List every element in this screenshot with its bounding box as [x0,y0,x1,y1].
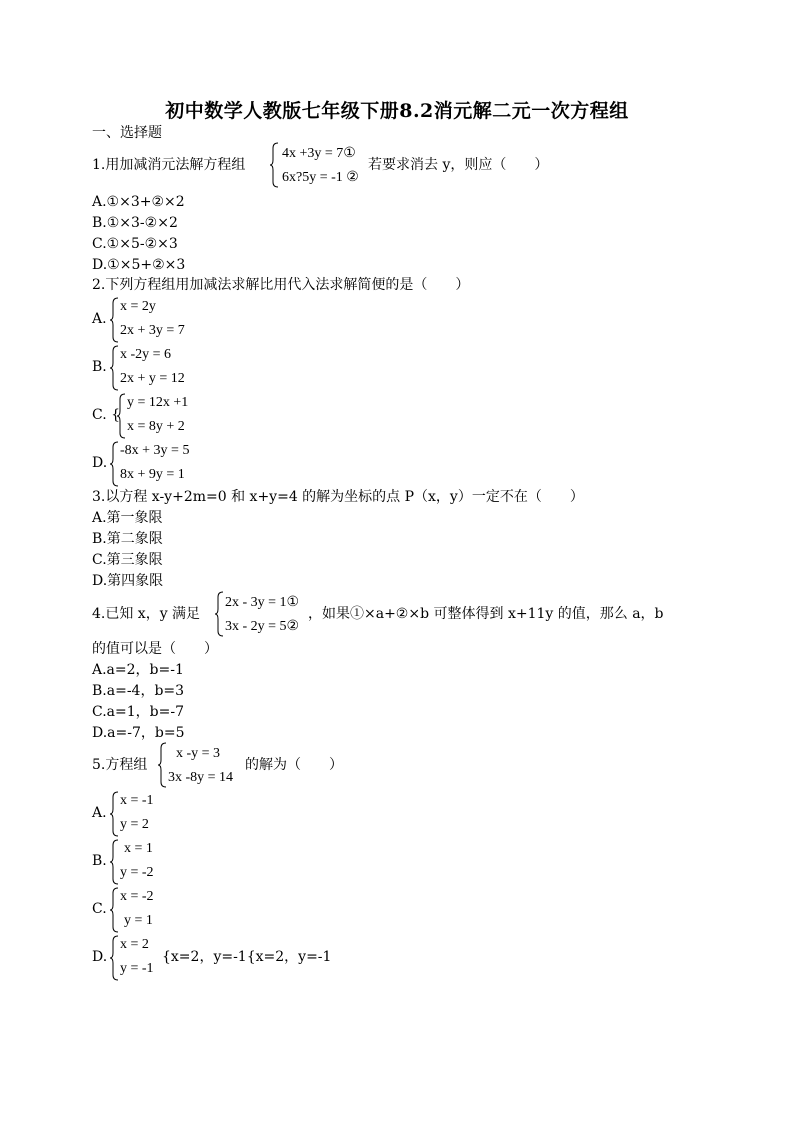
brace-icon [110,791,120,837]
q2-option-c-label: C. { [92,407,121,423]
q5-option-a-eq2: y = 2 [120,817,149,832]
brace-icon [215,591,225,637]
q2-option-d-label: D. [92,455,108,471]
brace-icon [110,441,120,487]
q4-stem-line2: 的值可以是（ ） [92,641,218,657]
brace-icon [110,839,120,885]
q5-stem-post: 的解为（ ） [245,757,343,773]
q3-stem: 3.以方程 x-y+2m=0 和 x+y=4 的解为坐标的点 P（x，y）一定不在（ ） [92,489,584,505]
q4-stem-post: ，如果①×a+②×b 可整体得到 x+11y 的值，那么 a，b [308,606,664,622]
q4-eq2: 3x - 2y = 5② [225,619,300,634]
q5-option-a-label: A. [92,805,107,821]
q2-option-b-label: B. [92,359,107,375]
brace-icon [117,393,127,439]
q5-option-c-eq2: y = 1 [124,913,153,928]
q5-option-c-eq1: x = -2 [120,889,154,904]
q5-option-a-system [110,791,190,837]
q1-option-b: B.①×3-②×2 [92,215,178,231]
q5-option-b-label: B. [92,853,107,869]
q5-option-a-eq1: x = -1 [120,793,154,808]
q2-option-b-eq1: x -2y = 6 [120,347,172,362]
q5-option-d-eq2: y = -1 [120,961,154,976]
q2-option-c-eq2: x = 8y + 2 [127,419,185,434]
q3-option-b: B.第二象限 [92,531,163,547]
q5-stem-pre: 5.方程组 [92,757,148,773]
q4-option-c: C.a=1，b=-7 [92,704,184,720]
q4-eq1: 2x - 3y = 1① [225,595,300,610]
q2-option-d-system [110,441,230,487]
q2-option-c-eq1: y = 12x +1 [127,395,189,410]
brace-icon [110,887,120,933]
q2-stem: 2.下列方程组用加减法求解比用代入法求解简便的是（ ） [92,277,470,293]
q5-option-d-eq1: x = 2 [120,937,149,952]
q1-eq1: 4x +3y = 7① [282,146,356,161]
q1-option-d: D.①×5+②×3 [92,257,186,273]
q2-option-a-label: A. [92,311,107,327]
q5-eq2: 3x -8y = 14 [168,770,234,785]
q2-option-a-eq2: 2x + 3y = 7 [120,323,185,338]
brace-icon [158,742,168,788]
q4-option-b: B.a=-4，b=3 [92,683,185,699]
section-heading: 一、选择题 [92,125,162,141]
q2-option-a-system [110,297,230,343]
brace-icon [270,142,280,188]
brace-icon [110,345,120,391]
brace-icon [110,935,120,981]
q5-option-c-label: C. [92,901,107,917]
q2-option-d-eq1: -8x + 3y = 5 [120,443,190,458]
q5-option-d-system [110,935,170,981]
q2-option-d-eq2: 8x + 9y = 1 [120,467,185,482]
brace-icon [110,297,120,343]
q1-option-c: C.①×5-②×3 [92,236,178,252]
q5-option-d-tail: {x=2，y=-1{x=2，y=-1 [162,949,332,965]
q2-option-b-eq2: 2x + y = 12 [120,371,185,386]
q5-option-b-eq1: x = 1 [124,841,153,856]
q3-option-a: A.第一象限 [92,510,163,526]
q4-option-a: A.a=2，b=-1 [92,662,184,678]
q5-option-b-eq2: y = -2 [120,865,154,880]
q1-stem-post: 若要求消去 y，则应（ ） [368,157,549,173]
q2-option-b-system [110,345,230,391]
q3-option-d: D.第四象限 [92,573,164,589]
q1-eq2: 6x?5y = -1 ② [282,170,359,185]
q5-option-d-label: D. [92,949,108,965]
q2-option-a-eq1: x = 2y [120,299,156,314]
q5-equation-system [158,742,258,790]
q5-option-b-system [110,839,190,885]
q1-stem-pre: 1.用加减消元法解方程组 [92,157,246,173]
q1-equation-system [270,142,380,190]
q4-option-d: D.a=-7，b=5 [92,725,185,741]
q5-eq1: x -y = 3 [176,746,221,761]
q5-option-c-system [110,887,190,933]
q4-stem-pre: 4.已知 x，y 满足 [92,606,201,622]
q3-option-c: C.第三象限 [92,552,163,568]
q1-option-a: A.①×3+②×2 [92,194,185,210]
q2-option-c-system [117,393,237,439]
page-title: 初中数学人教版七年级下册8.2消元解二元一次方程组 [165,100,629,122]
